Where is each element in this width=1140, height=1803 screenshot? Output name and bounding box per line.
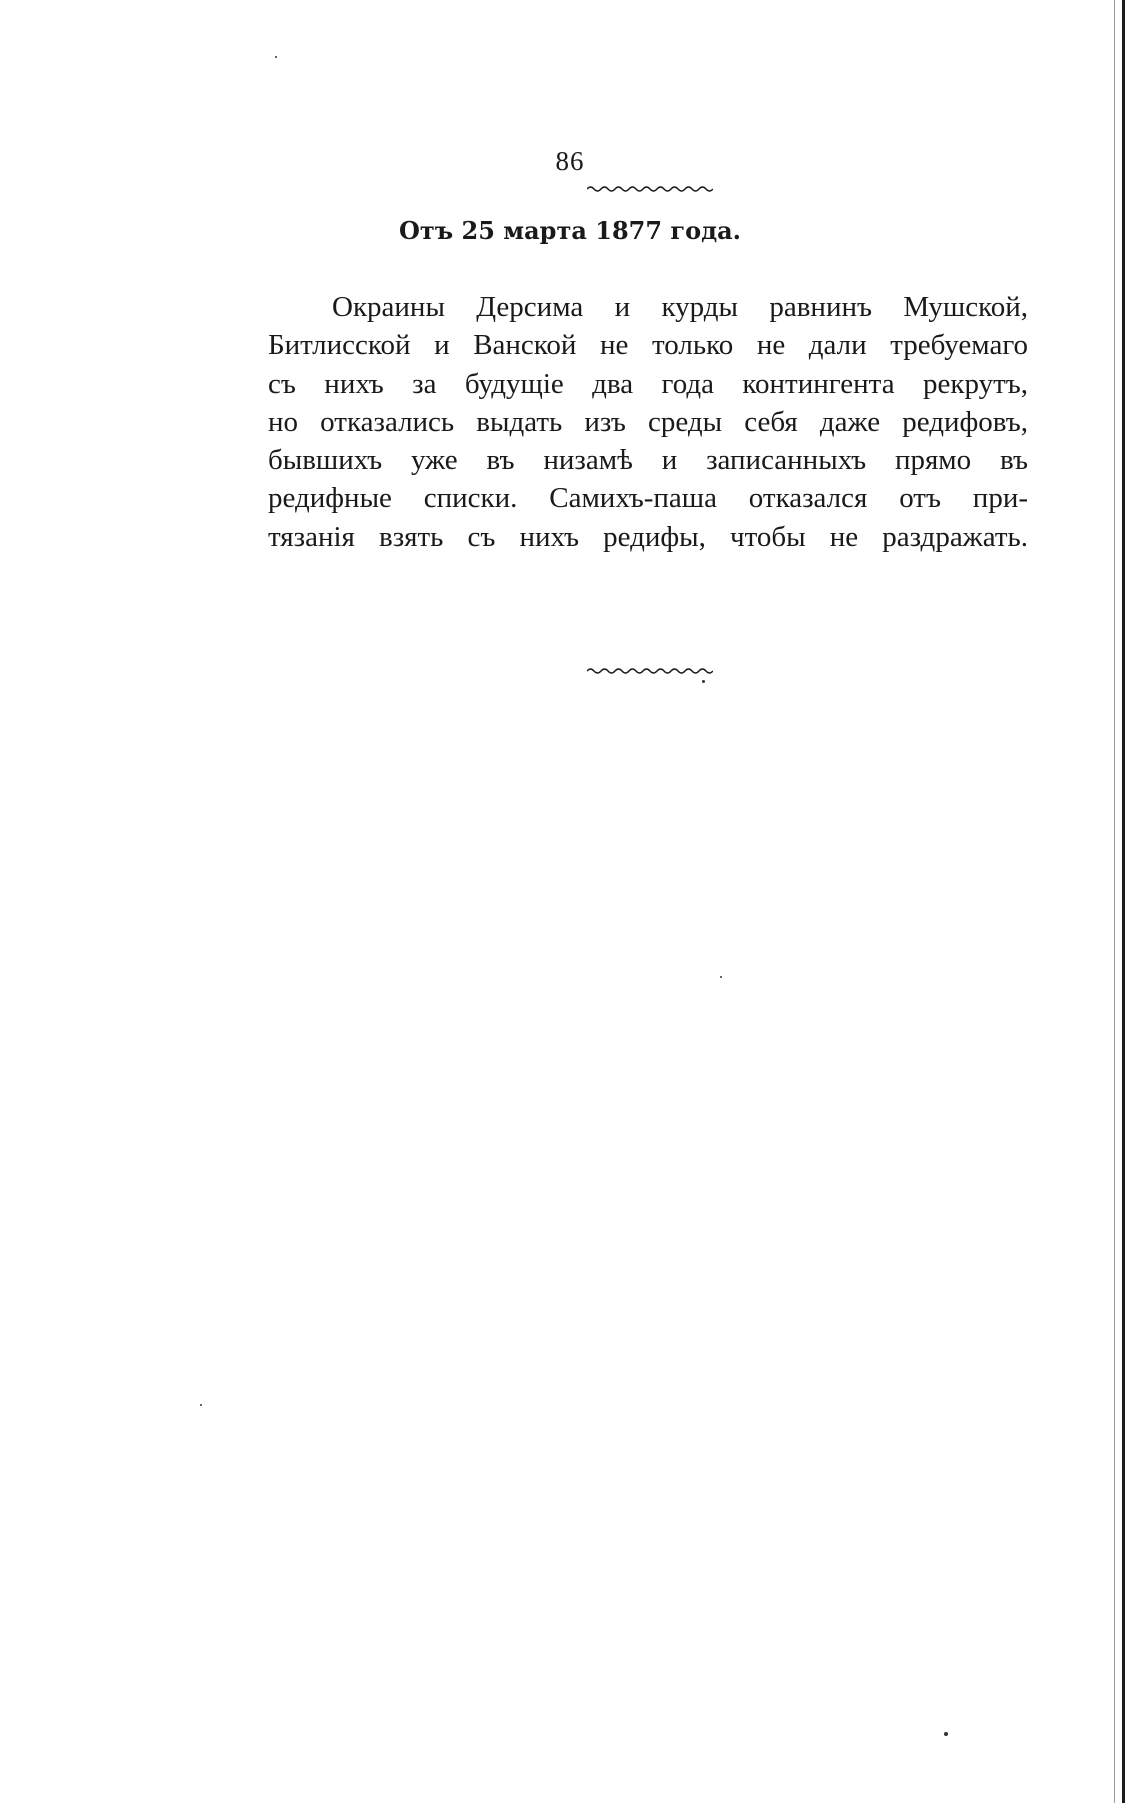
body-paragraph [268, 288, 1028, 556]
ornament-wave-bottom [587, 666, 713, 676]
text-line: Окраины Дерсима и курды равнинъ Мушской, [332, 291, 1028, 323]
print-speck [200, 1404, 202, 1406]
ornament-wave-top [587, 184, 713, 194]
text-line: редифные списки. Самихъ-паша отказался отъ при- [268, 482, 1028, 515]
text-line: но отказались выдать изъ среды себя даже редифовъ, [268, 405, 1028, 438]
print-speck [720, 976, 722, 978]
print-speck [275, 56, 277, 58]
print-speck [702, 680, 705, 683]
text-line: бывшихъ уже въ низамѣ и записанныхъ прямо въ [268, 444, 1028, 477]
page-binding-edge [1122, 0, 1125, 1803]
page-edge-shadow [1114, 0, 1115, 1803]
text-line: тязанія взять съ нихъ редифы, чтобы не раздражать. [268, 520, 1028, 553]
section-heading: Отъ 25 марта 1877 года. [398, 216, 742, 245]
text-line: Битлисской и Ванской не только не дали требуемаго [268, 329, 1028, 362]
text-line: съ нихъ за будущіе два года контингента рекрутъ, [268, 367, 1028, 400]
page-number: 86 [555, 146, 585, 176]
print-speck [944, 1732, 948, 1736]
